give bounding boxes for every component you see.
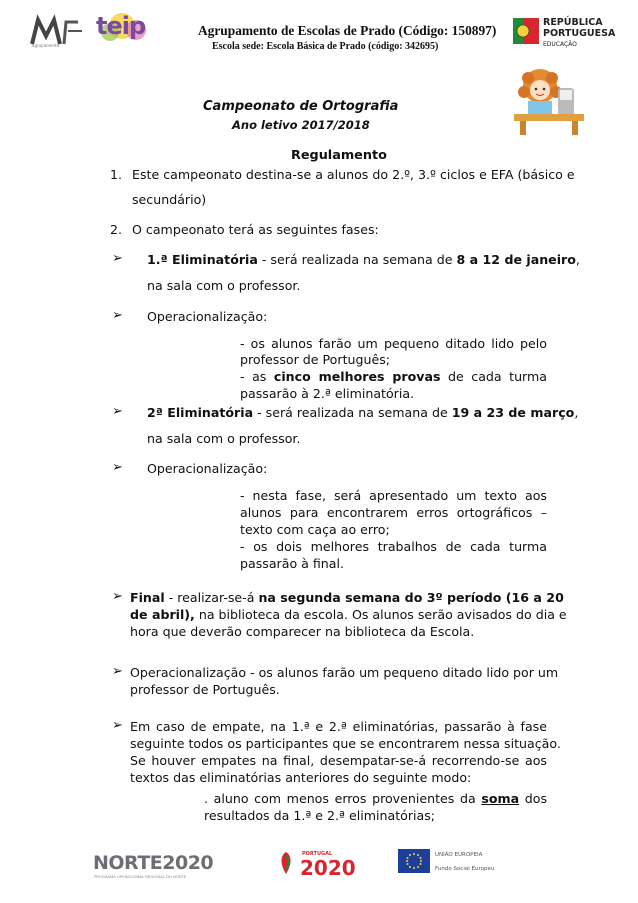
doc-year: Ano letivo 2017/2018	[232, 118, 370, 132]
final-line2-rest: na biblioteca da escola. Os alunos serão avisados do dia e	[194, 607, 567, 622]
item-1-line2: secundário)	[132, 192, 207, 207]
norte2020-sub: PROGRAMA OPERACIONAL REGIONAL DO NORTE	[94, 874, 187, 879]
final-bold: na segunda semana do 3º período (16 a 20	[258, 590, 564, 605]
emp-line5c: dos	[519, 791, 548, 806]
e1-line1	[147, 250, 580, 270]
opf-line1: Operacionalização - os alunos farão um pequeno ditado lido por um	[130, 665, 559, 680]
bullet-arrow-icon: ➢	[112, 460, 123, 475]
e1-line2: na sala com o professor.	[147, 278, 301, 293]
op2-line3: texto com caça ao erro;	[240, 522, 390, 537]
bullet-arrow-icon: ➢	[112, 404, 123, 419]
teip-text: teip	[96, 12, 146, 40]
portugal2020-emblem-icon	[276, 850, 296, 876]
emp-line6: resultados da 1.ª e 2.ª eliminatórias;	[204, 808, 436, 823]
svg-text:agrupamento: agrupamento	[32, 43, 60, 48]
portugal2020-big: 2020	[300, 856, 356, 880]
student-illustration	[510, 68, 588, 136]
gov-line1: REPÚBLICA	[543, 17, 603, 28]
item-2-number: 2.	[110, 222, 123, 237]
op1-label: Operacionalização:	[147, 309, 268, 324]
op2-label: Operacionalização:	[147, 461, 268, 476]
norte2020-logo: NORTE2020	[93, 852, 214, 874]
op1-line4: passarão à 2.ª eliminatória.	[240, 386, 415, 401]
bullet-arrow-icon: ➢	[112, 251, 123, 266]
op2-line4: - os dois melhores trabalhos de cada turma	[240, 539, 547, 554]
opf-line2: professor de Português.	[130, 682, 280, 697]
emp-line4: textos das eliminatórias anteriores do seguinte modo:	[130, 770, 472, 785]
school-logo	[30, 14, 88, 48]
item-2-line1: O campeonato terá as seguintes fases:	[132, 222, 379, 237]
op1-line1: - os alunos farão um pequeno ditado lido pelo	[240, 336, 547, 351]
final-line2-bold: de abril),	[130, 607, 195, 622]
bullet-arrow-icon: ➢	[112, 589, 123, 604]
eu-flag-icon	[398, 849, 430, 873]
e2-end: ,	[574, 405, 579, 420]
gov-line2: PORTUGUESA	[543, 28, 616, 39]
doc-title: Campeonato de Ortografia	[203, 99, 399, 114]
republica-portuguesa-logo	[513, 16, 625, 50]
emp-line3: Se houver empates na final, desempatar-se-á recorrendo-se aos	[130, 753, 547, 768]
op1-line2: professor de Português;	[240, 352, 391, 367]
bullet-arrow-icon: ➢	[112, 308, 123, 323]
header-subtitle: Escola sede: Escola Básica de Prado (código: 342695)	[212, 41, 439, 52]
item-1-line1: Este campeonato destina-se a alunos do 2.º, 3.º ciclos e EFA (básico e	[132, 167, 575, 182]
e2-line2: na sala com o professor.	[147, 431, 301, 446]
emp-line1: Em caso de empate, na 1.ª e 2.ª eliminatórias, passarão à fase	[130, 719, 547, 734]
section-title: Regulamento	[291, 148, 387, 163]
op2-line2: alunos para encontrarem erros ortográficos –	[240, 505, 547, 520]
emp-line5b: soma	[481, 791, 520, 806]
teip-logo	[92, 10, 152, 50]
emp-line2: seguinte todos os participantes que se encontrarem nessa situação.	[130, 736, 561, 751]
op2-line1: - nesta fase, será apresentado um texto aos	[240, 488, 547, 503]
emp-line5a: . aluno com menos erros provenientes da	[204, 791, 482, 806]
bullet-arrow-icon: ➢	[112, 664, 123, 679]
final-mid: - realizar-se-á	[164, 590, 259, 605]
e1-mid: - será realizada na semana de	[257, 252, 457, 267]
portugal2020-small: PORTUGAL	[302, 851, 333, 857]
header-title: Agrupamento de Escolas de Prado (Código: 150897)	[198, 23, 497, 38]
final-label: Final	[130, 590, 165, 605]
final-line3: hora que deverão comparecer na biblioteca da Escola.	[130, 624, 475, 639]
e2-line1	[147, 403, 579, 423]
e1-end: ,	[575, 252, 580, 267]
gov-line3: EDUCAÇÃO	[543, 41, 577, 48]
op1-line3c: de cada turma	[440, 369, 548, 384]
eu-line1: UNIÃO EUROPEIA	[435, 852, 483, 858]
item-1-number: 1.	[110, 167, 123, 182]
eu-line2: Fundo Social Europeu	[435, 866, 495, 872]
op1-line3b: cinco melhores provas	[273, 369, 441, 384]
e2-dates: 19 a 23 de março	[451, 405, 575, 420]
e2-label: 2ª Eliminatória	[147, 405, 254, 420]
op1-line3a: - as	[240, 369, 274, 384]
bullet-arrow-icon: ➢	[112, 718, 123, 733]
e1-dates: 8 a 12 de janeiro	[456, 252, 576, 267]
e2-mid: - será realizada na semana de	[253, 405, 452, 420]
e1-label: 1.ª Eliminatória	[147, 252, 258, 267]
op2-line5: passarão à final.	[240, 556, 345, 571]
